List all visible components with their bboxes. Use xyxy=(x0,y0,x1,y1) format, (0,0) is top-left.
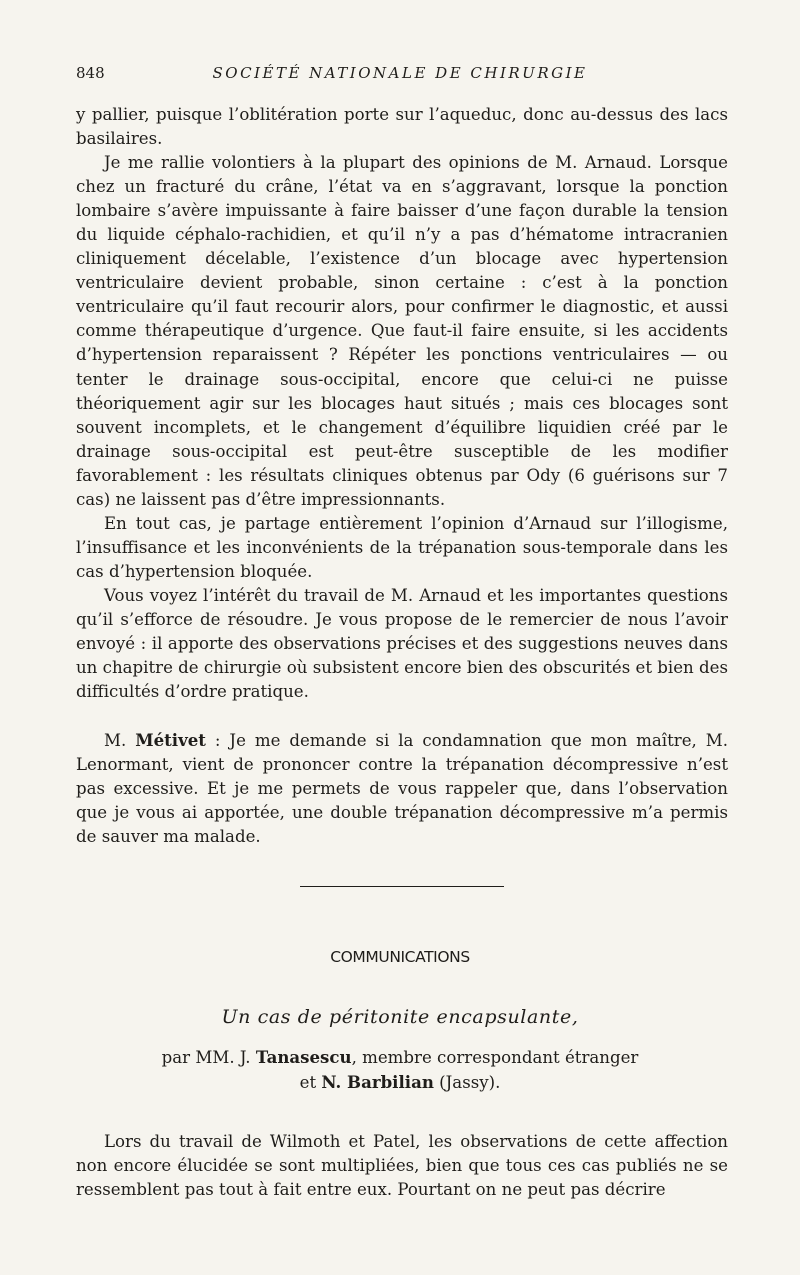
remark-text: : Je me demande si la condamnation que mon maître, M. Lenormant, vient de prononcer contre la trépanation décompressive n’est pas excessive. Et je me permets de vous rappeler que, dans l’observation que je vous ai apportée, une double trépanation décompressive m’a permis de sauver ma malade. xyxy=(76,731,728,847)
paragraph-gap xyxy=(76,704,728,728)
article-text xyxy=(76,1130,728,1202)
remark-paragraph xyxy=(76,728,728,849)
page-number: 848 xyxy=(76,64,105,82)
remark-speaker: Métivet xyxy=(135,730,206,751)
paragraph: En tout cas, je partage entièrement l’opinion d’Arnaud sur l’illogisme, l’insuffisance et les inconvénients de la trépanation sous-temporale dans les cas d’hypertension bloquée. xyxy=(76,513,728,581)
byline-line-2 xyxy=(0,1070,800,1095)
author-name: N. Barbilian xyxy=(321,1072,434,1092)
author-location: (Jassy). xyxy=(433,1073,501,1092)
journal-title: SOCIÉTÉ NATIONALE DE CHIRURGIE xyxy=(212,64,588,82)
author-name: Tanasescu xyxy=(255,1047,352,1067)
paragraph-continuation: y pallier, puisque l’oblitération porte sur l’aqueduc, donc au-dessus des lacs basilaires. xyxy=(76,105,728,149)
running-head xyxy=(76,64,724,86)
article-title: Un cas de péritonite encapsulante, xyxy=(221,1006,579,1028)
section-divider xyxy=(300,886,504,887)
article-opening-paragraph: Lors du travail de Wilmoth et Patel, les observations de cette affection non encore élucidée se sont multipliées, bien que tous ces cas publiés ne se ressemblent pas tout à fait entre eux. Pourtant on ne peut pas décrire xyxy=(76,1132,728,1200)
section-heading: COMMUNICATIONS xyxy=(330,948,470,966)
paragraph: Vous voyez l’intérêt du travail de M. Arnaud et les importantes questions qu’il s’efforce de résoudre. Je vous propose de le remercier de nous l’avoir envoyé : il apporte des observations précises et des suggestions neuves dans un chapitre de chirurgie où subsistent encore bien des obscurités et bien des difficultés d’ordre pratique. xyxy=(76,585,728,702)
byline-line-1 xyxy=(0,1045,800,1070)
remark-prefix: M. xyxy=(104,731,136,751)
byline-prefix: par MM. J. xyxy=(161,1048,256,1067)
byline-conjunction: et xyxy=(299,1073,322,1092)
author-affiliation: , membre correspondant étranger xyxy=(351,1048,639,1067)
byline xyxy=(0,1045,800,1095)
discussion-text xyxy=(76,103,728,849)
paragraph: Je me rallie volontiers à la plupart des opinions de M. Arnaud. Lorsque chez un fracturé du crâne, l’état va en s’aggravant, lorsque la ponction lombaire s’avère impuissante à faire baisser d’une façon durable la tension du liquide céphalo-rachidien, et qu’il n’y a pas d’hématome intracranien cliniquement décelable, l’existence d’un blocage avec hypertension ventriculaire devient probable, sinon certaine : c’est à la ponction ventriculaire qu’il faut recourir alors, pour confirmer le diagnostic, et aussi comme thérapeutique d’urgence. Que faut-il faire ensuite, si les accidents d’hypertension reparaissent ? Répéter les ponctions ventriculaires — ou tenter le drainage sous-occipital, encore que celui-ci ne puisse théoriquement agir sur les blocages haut situés ; mais ces blocages sont souvent incomplets, et le changement d’équilibre liquidien créé par le drainage sous-occipital est peut-être susceptible de les modifier favorablement : les résultats cliniques obtenus par Ody (6 guérisons sur 7 cas) ne laissent pas d’être impressionnants. xyxy=(76,153,728,509)
